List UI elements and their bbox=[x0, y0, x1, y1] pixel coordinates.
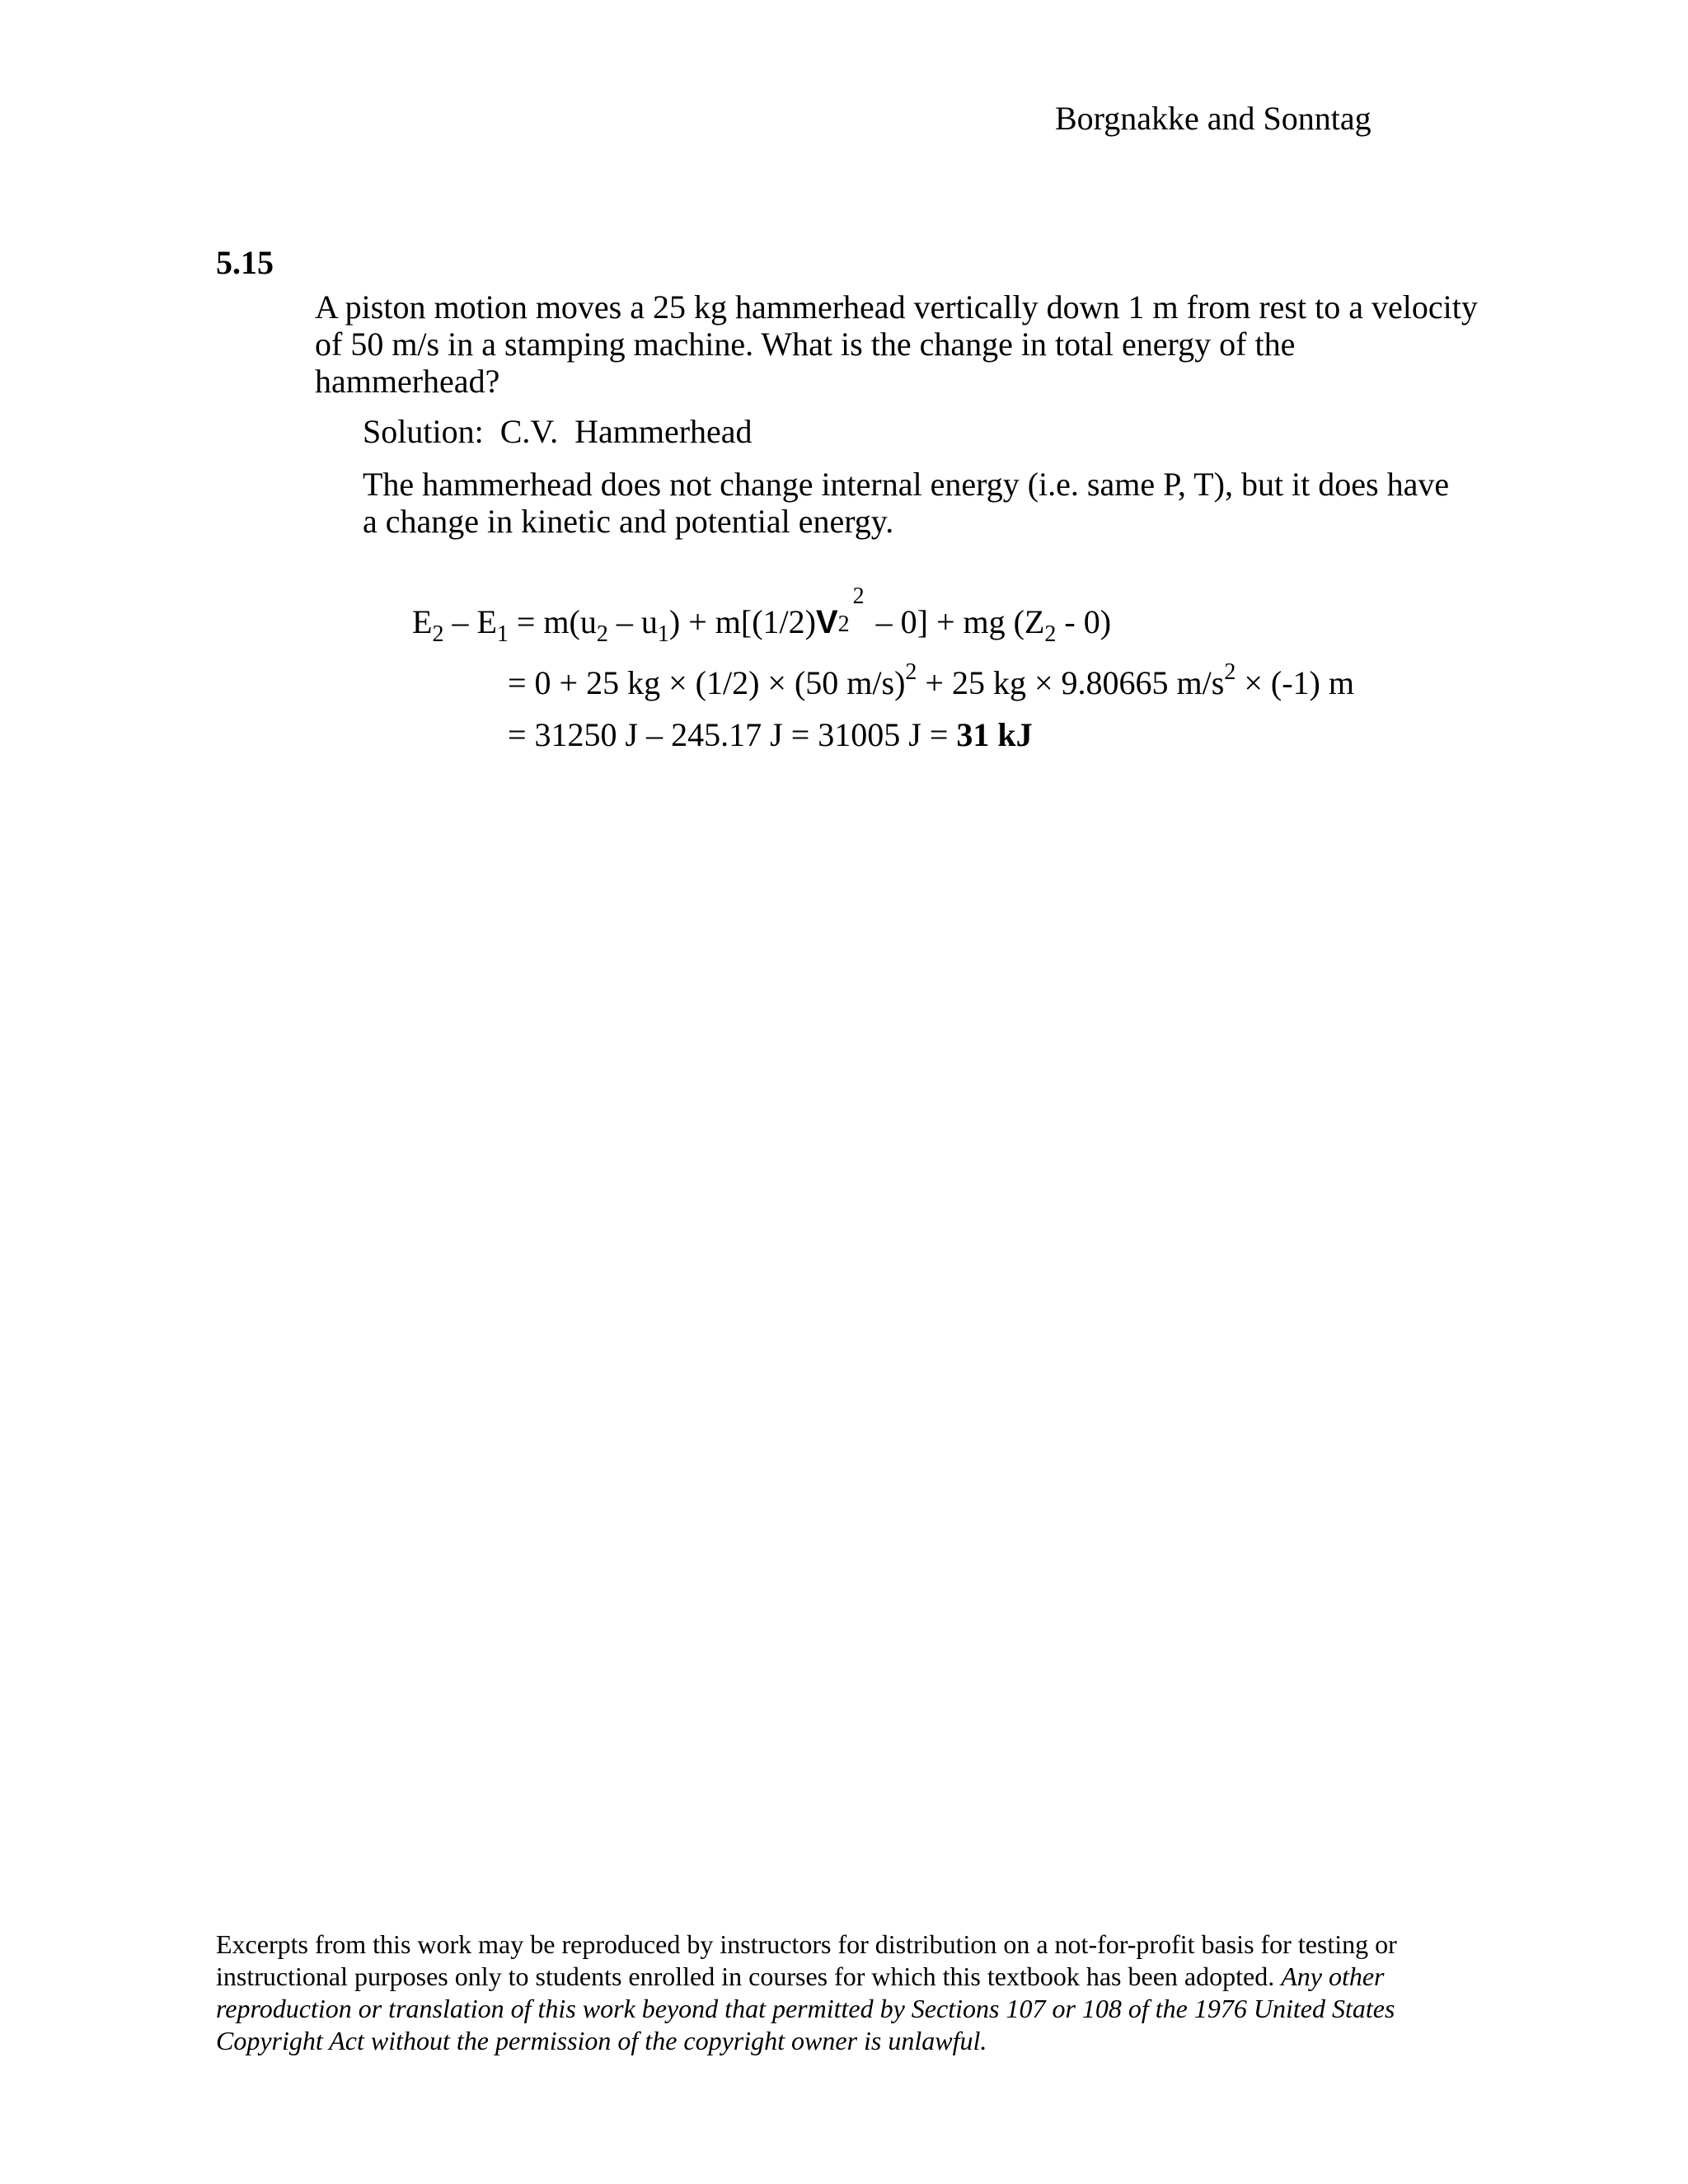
eq-e2: E bbox=[412, 603, 433, 640]
solution-explanation: The hammerhead does not change internal energy (i.e. same P, T), but it does have a change in kinetic and potential energy. bbox=[363, 466, 1450, 540]
eq-sup: 2 bbox=[852, 583, 865, 609]
eq-text: + 25 kg × 9.80665 m/s bbox=[917, 664, 1225, 701]
eq-minus-e1: – E bbox=[443, 603, 497, 640]
eq-sub: 2 bbox=[432, 621, 444, 647]
equation-substitution bbox=[508, 659, 1354, 702]
footer-italic-text: Any other reproduction or translation of this work beyond that permitted by Sections 107 or 108 of the 1976 United States Copyright Act without the permission of the copyright owner is unlawful. bbox=[216, 1961, 1395, 2055]
equation-energy-balance bbox=[412, 583, 1112, 647]
equation-result bbox=[508, 715, 1033, 754]
eq-velocity-symbol: V bbox=[815, 604, 838, 640]
eq-sub: 2 bbox=[837, 612, 850, 637]
eq-text: – 0] + mg (Z bbox=[867, 603, 1045, 640]
problem-statement: A piston motion moves a 25 kg hammerhead vertically down 1 m from rest to a velocity of 50 m/s in a stamping machine. What is the change in total energy of the hammerhead? bbox=[315, 288, 1478, 400]
eq-text: – u bbox=[607, 603, 658, 640]
eq-text: × (-1) m bbox=[1236, 664, 1354, 701]
eq-sub: 1 bbox=[657, 621, 669, 647]
eq-text: = 31250 J – 245.17 J = 31005 J = bbox=[508, 716, 957, 753]
eq-text: = 0 + 25 kg × (1/2) × (50 m/s) bbox=[508, 664, 906, 701]
eq-final-answer: 31 kJ bbox=[956, 716, 1033, 753]
copyright-footer bbox=[216, 1929, 1469, 2057]
eq-sub: 2 bbox=[1044, 621, 1057, 647]
eq-sub: 2 bbox=[596, 621, 608, 647]
eq-text: = m(u bbox=[508, 603, 597, 640]
solution-label: Solution: C.V. Hammerhead bbox=[363, 413, 753, 450]
eq-sup: 2 bbox=[1224, 659, 1236, 685]
eq-sub: 1 bbox=[496, 621, 509, 647]
eq-sub-sup bbox=[837, 583, 868, 637]
eq-text: - 0) bbox=[1056, 603, 1112, 640]
problem-number: 5.15 bbox=[216, 244, 274, 281]
eq-sup: 2 bbox=[905, 659, 917, 685]
header-authors: Borgnakke and Sonntag bbox=[1055, 100, 1372, 137]
eq-text: ) + m[(1/2) bbox=[668, 603, 816, 640]
footer-normal-text: Excerpts from this work may be reproduced by instructors for distribution on a not-for-profit basis for testing or instructional purposes only to students enrolled in courses for which this textbook has been adopted. bbox=[216, 1929, 1397, 1991]
